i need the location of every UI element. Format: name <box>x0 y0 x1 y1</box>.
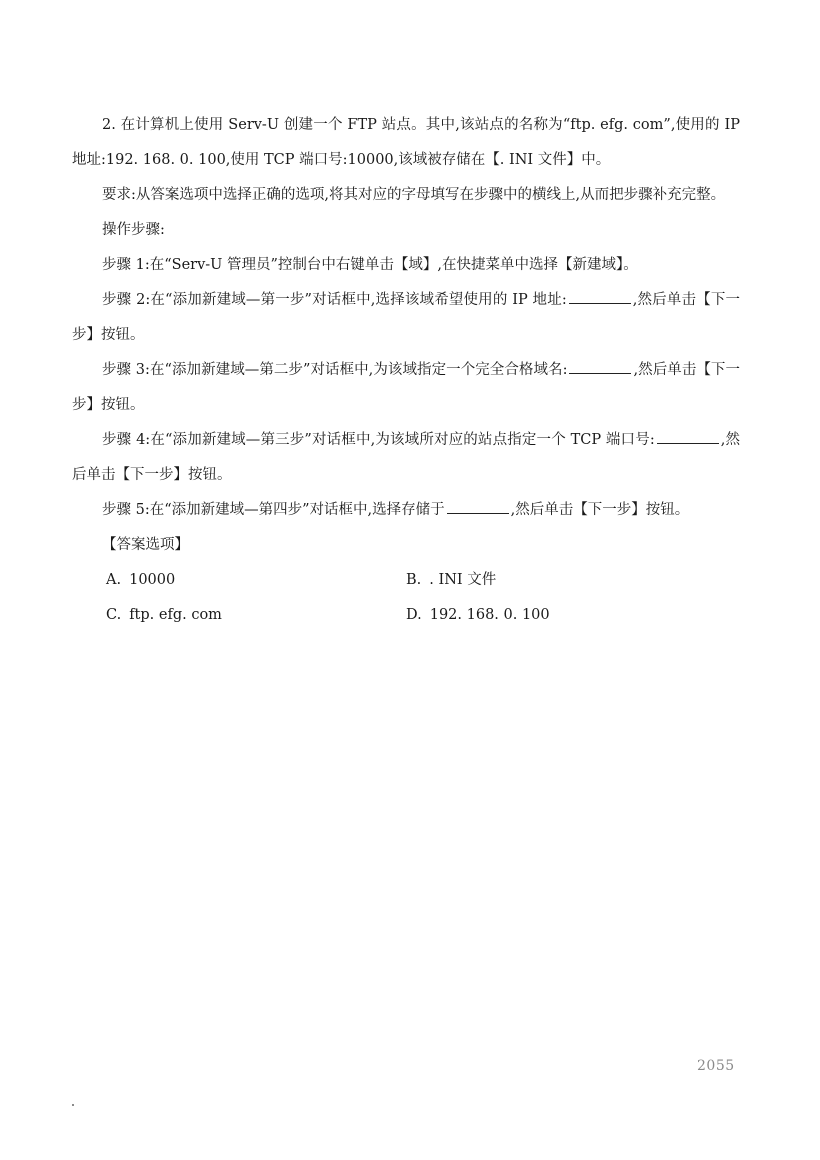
step-4 <box>72 423 740 493</box>
step-4-blank[interactable] <box>657 425 719 444</box>
step-3-blank[interactable] <box>569 355 631 374</box>
option-text: 192. 168. 0. 100 <box>429 607 550 623</box>
option-b <box>406 563 706 598</box>
option-d <box>406 598 706 633</box>
step-3 <box>72 353 740 423</box>
answer-options <box>72 563 740 633</box>
option-text: . INI 文件 <box>429 572 497 588</box>
step-3-before: 步骤 3:在“添加新建域—第二步”对话框中,为该域指定一个完全合格域名: <box>102 362 568 378</box>
step-5-blank[interactable] <box>447 495 509 514</box>
option-text: 10000 <box>129 572 176 588</box>
step-3-after: ,然后单击【下一步】按钮。 <box>72 362 740 413</box>
steps-heading: 操作步骤: <box>102 222 165 238</box>
step-2-after: ,然后单击【下一步】按钮。 <box>72 292 740 343</box>
step-4-after: ,然后单击【下一步】按钮。 <box>72 432 740 483</box>
option-letter: C. <box>106 607 122 623</box>
option-letter: B. <box>406 572 422 588</box>
page-number: 2055 <box>697 1058 735 1074</box>
document-body <box>72 108 740 633</box>
question-intro: 2. 在计算机上使用 Serv-U 创建一个 FTP 站点。其中,该站点的名称为“ftp. efg. com”,使用的 IP 地址:192. 168. 0. 100,使用 TCP 端口号:10000,该域被存储在【. INI 文件】中。 <box>72 117 740 168</box>
step-2-before: 步骤 2:在“添加新建域—第一步”对话框中,选择该域希望使用的 IP 地址: <box>102 292 567 308</box>
scan-speck <box>72 1104 74 1106</box>
step-2-blank[interactable] <box>569 285 631 304</box>
option-text: ftp. efg. com <box>129 607 222 623</box>
step-5 <box>72 493 740 528</box>
step-5-before: 步骤 5:在“添加新建域—第四步”对话框中,选择存储于 <box>102 502 445 518</box>
option-c <box>106 598 406 633</box>
option-a <box>106 563 406 598</box>
step-2 <box>72 283 740 353</box>
question-requirement: 要求:从答案选项中选择正确的选项,将其对应的字母填写在步骤中的横线上,从而把步骤补充完整。 <box>102 187 726 203</box>
step-5-after: ,然后单击【下一步】按钮。 <box>510 502 690 518</box>
options-heading: 【答案选项】 <box>102 537 189 553</box>
option-letter: D. <box>406 607 422 623</box>
step-1: 步骤 1:在“Serv-U 管理员”控制台中右键单击【域】,在快捷菜单中选择【新建域】。 <box>102 257 638 273</box>
option-letter: A. <box>106 572 122 588</box>
step-4-before: 步骤 4:在“添加新建域—第三步”对话框中,为该域所对应的站点指定一个 TCP 端口号: <box>102 432 655 448</box>
